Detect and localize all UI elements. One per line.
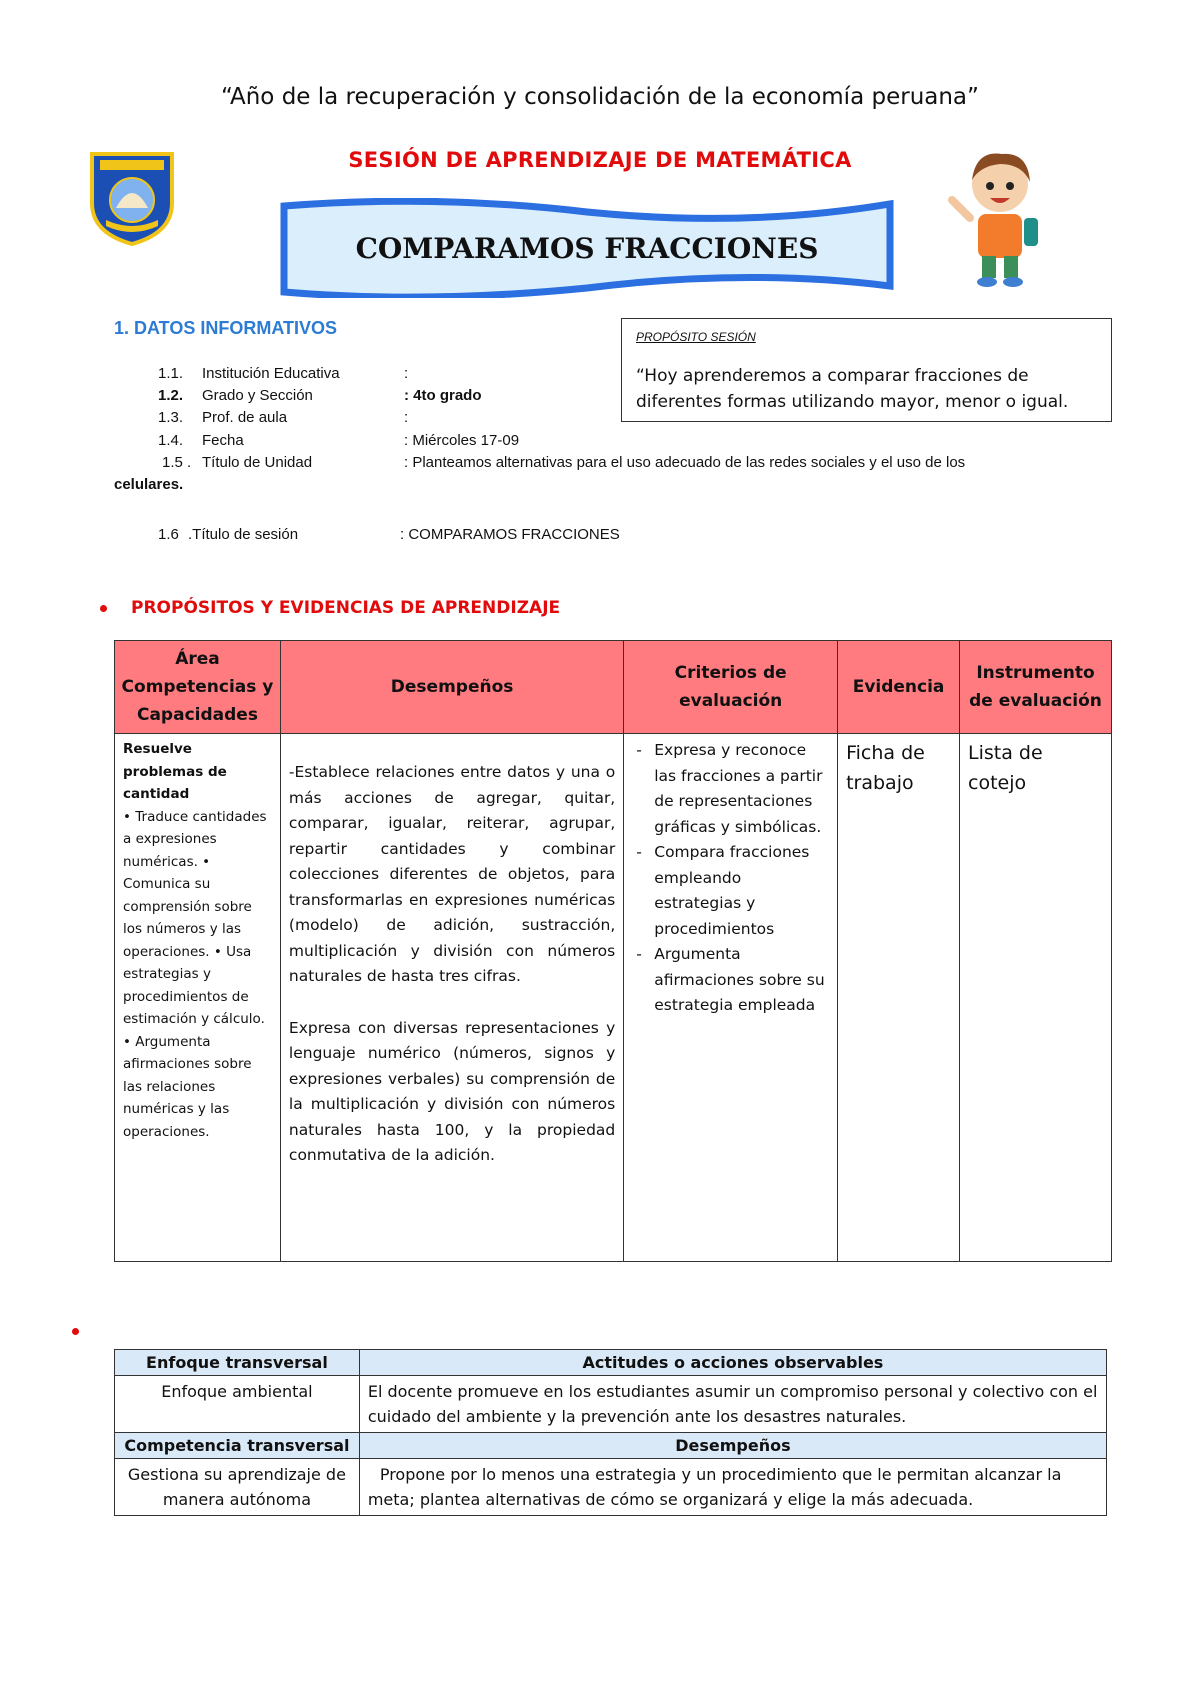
session-title: SESIÓN DE APRENDIZAJE DE MATEMÁTICA — [348, 148, 852, 172]
list-item: - Compara fracciones empleando estrategias y procedimientos — [650, 840, 829, 942]
datos-num: 1.3. — [158, 409, 184, 426]
list-item: - Expresa y reconoce las fracciones a partir de representaciones gráficas y simbólicas. — [650, 738, 829, 840]
proposito-title: PROPÓSITO SESIÓN — [636, 330, 756, 344]
header-area: Área Competencias y Capacidades — [115, 641, 281, 734]
unidad-continuation: celulares. — [114, 476, 184, 493]
section-propositos-label: PROPÓSITOS Y EVIDENCIAS DE APRENDIZAJE — [131, 598, 561, 618]
datos-value: : Miércoles 17-09 — [404, 432, 520, 449]
header-desempenos-2: Desempeños — [359, 1433, 1106, 1459]
competencias-cell — [115, 734, 281, 1262]
datos-label: Fecha — [202, 432, 244, 449]
bullet-icon — [100, 605, 107, 612]
datos-num: 1.5 . — [162, 454, 192, 471]
header-evidencia: Evidencia — [838, 641, 960, 734]
desempeno-2: Expresa con diversas representaciones y lenguaje numérico (números, signos y expresiones verbales) su comprensión de la multiplicación y división con números naturales hasta 100, y la propiedad conmutativa de la adición. — [288, 1018, 616, 1164]
section-propositos — [100, 598, 560, 618]
student-illustration — [942, 140, 1062, 290]
actitud-cell: El docente promueve en los estudiantes asumir un compromiso personal y colectivo con el cuidado del ambiente y la prevención ante los desastres naturales. — [359, 1376, 1106, 1433]
header-instrumento: Instrumento de evaluación — [960, 641, 1112, 734]
enfoque-cell: Enfoque ambiental — [115, 1376, 360, 1433]
list-item: - Argumenta afirmaciones sobre su estrategia empleada — [650, 942, 829, 1019]
instrumento-cell: Lista de cotejo — [960, 734, 1112, 1262]
table-row — [115, 734, 1112, 1262]
datos-num: 1.1. — [158, 365, 184, 382]
enfoque-table — [114, 1349, 1107, 1516]
bullet-icon — [72, 1328, 79, 1335]
datos-num: 1.4. — [158, 432, 184, 449]
table-row — [115, 1376, 1107, 1433]
datos-label: .Título de sesión — [188, 526, 299, 543]
capacidades-text: • Traduce cantidades a expresiones numéricas. • Comunica su comprensión sobre los números y las operaciones. • Usa estrategias y procedimientos de estimación y cálculo. • Argumenta afirmaciones sobre las relaciones numéricas y las operaciones. — [123, 808, 267, 1140]
datos-value: : 4to grado — [404, 387, 482, 404]
national-motto: “Año de la recuperación y consolidación de la economía peruana” — [221, 84, 979, 110]
datos-label: Grado y Sección — [202, 387, 313, 404]
datos-num: 1.2. — [158, 387, 184, 404]
datos-value: : — [404, 409, 409, 426]
header-enfoque: Enfoque transversal — [115, 1350, 360, 1376]
table-header-row — [115, 641, 1112, 734]
table-row — [115, 1459, 1107, 1516]
datos-value: : — [404, 365, 409, 382]
propositos-table — [114, 640, 1112, 1262]
datos-label: Título de Unidad — [202, 454, 313, 471]
header-desempenos: Desempeños — [280, 641, 623, 734]
desempeno-1: -Establece relaciones entre datos y una o más acciones de agregar, quitar, comparar, igualar, reiterar, agrupar, repartir cantidades y combinar colecciones diferentes de objetos, para transformarlas en expresiones numéricas (modelo) de adición, sustracción, multiplicación y división con números naturales de hasta tres cifras. — [288, 763, 616, 985]
evidencia-cell: Ficha de trabajo — [838, 734, 960, 1262]
desempenos-cell — [280, 734, 623, 1262]
proposito-text: “Hoy aprenderemos a comparar fracciones de diferentes formas utilizando mayor, menor o igual. — [636, 366, 1069, 412]
criterios-cell — [624, 734, 838, 1262]
desempeno-cell: Propone por lo menos una estrategia y un procedimiento que le permitan alcanzar la meta; plantea alternativas de cómo se organizará y elige la más adecuada. — [359, 1459, 1106, 1516]
competencia-title: Resuelve problemas de cantidad — [123, 741, 227, 802]
datos-value: : COMPARAMOS FRACCIONES — [400, 526, 620, 543]
table-header-row — [115, 1433, 1107, 1459]
header-competencia: Competencia transversal — [115, 1433, 360, 1459]
criterios-list — [632, 738, 829, 1019]
datos-heading: 1. DATOS INFORMATIVOS — [114, 318, 338, 338]
table-header-row — [115, 1350, 1107, 1376]
competencia-cell: Gestiona su aprendizaje de manera autónoma — [115, 1459, 360, 1516]
datos-label: Institución Educativa — [202, 365, 340, 382]
datos-num: 1.6 — [158, 526, 179, 543]
header-criterios: Criterios de evaluación — [624, 641, 838, 734]
header-actitudes: Actitudes o acciones observables — [359, 1350, 1106, 1376]
datos-label: Prof. de aula — [202, 409, 288, 426]
banner-title: COMPARAMOS FRACCIONES — [355, 232, 819, 265]
datos-value: : Planteamos alternativas para el uso adecuado de las redes sociales y el uso de los — [404, 454, 966, 471]
